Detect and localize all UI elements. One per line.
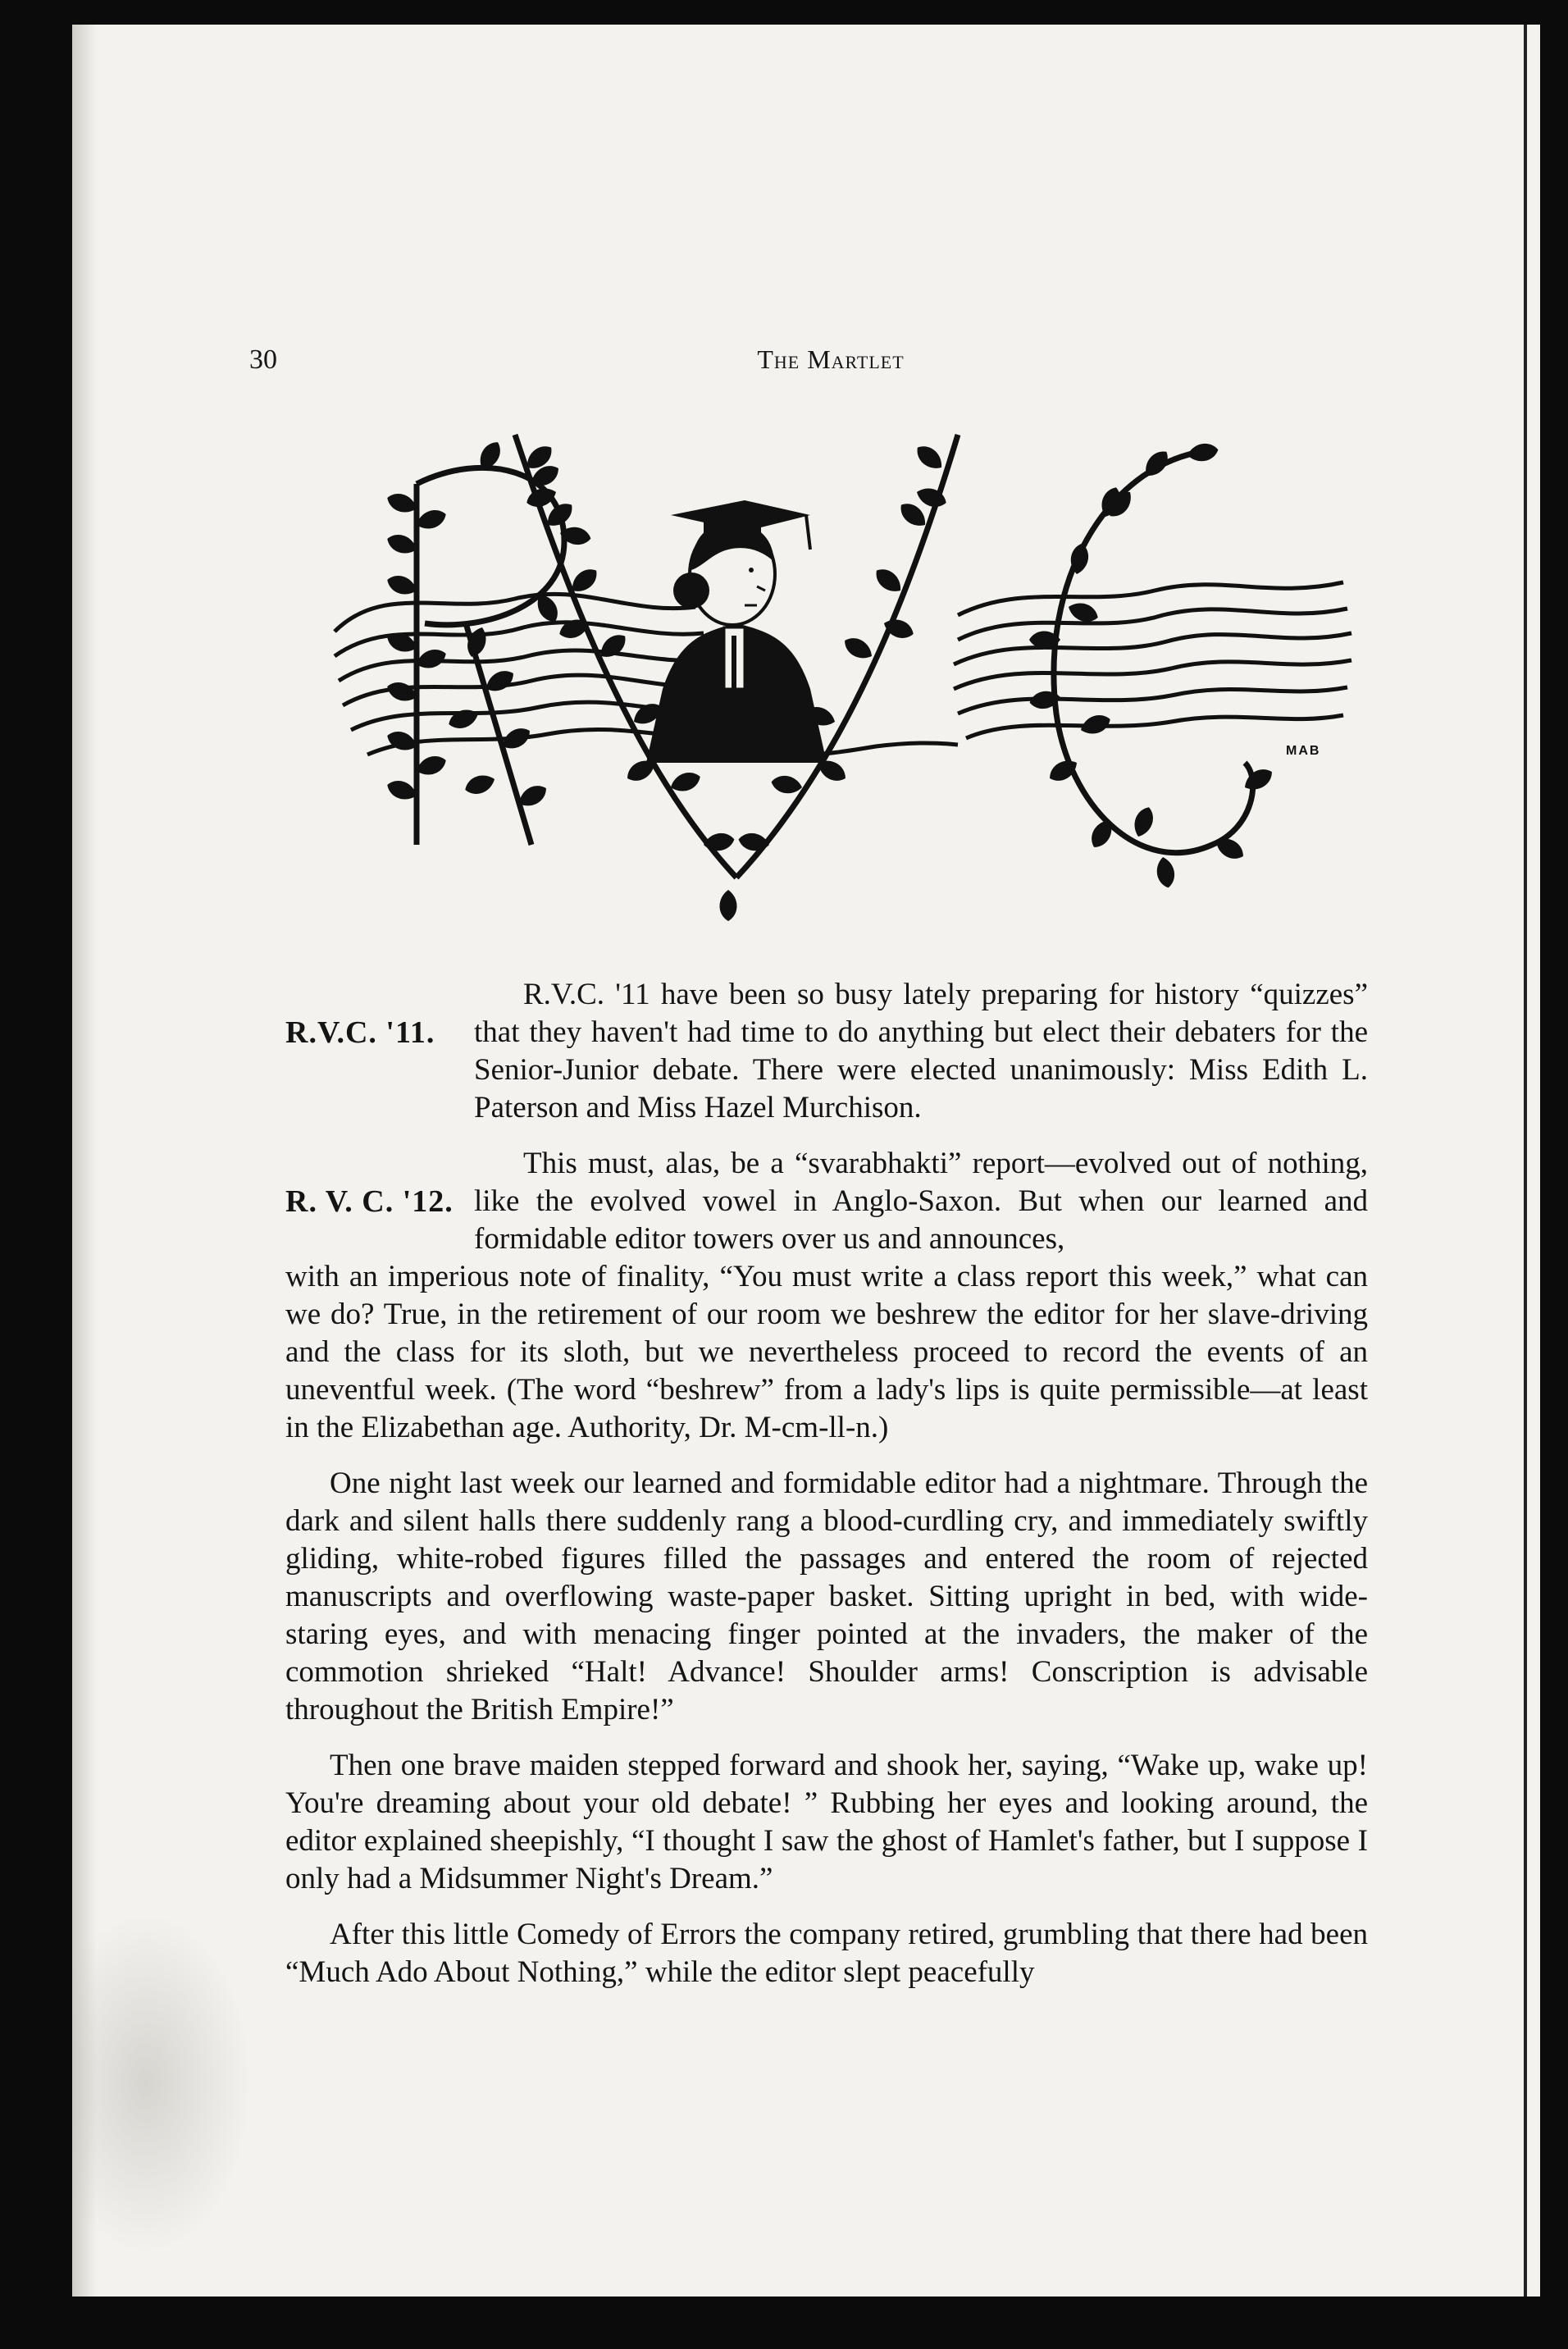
letter-c-laurel <box>1054 451 1253 853</box>
laurel-monogram-svg <box>318 418 1384 943</box>
artist-initials: MAB <box>1286 744 1321 758</box>
report-text: This must, alas, be a “svarabhakti” report—evolved out of nothing, like the evolved vowel in Anglo-Saxon. But when our learned and formidable editor towers over us and announces, <box>474 1147 1368 1256</box>
report-label: R. V. C. '12. <box>285 1184 454 1219</box>
running-head <box>72 320 1540 375</box>
paragraph: One night last week our learned and formidable editor had a nightmare. Through the dark and silent halls there suddenly rang a blood-curdling cry, and immediately swiftly gliding, white-robed figures filled the passages and entered the room of rejected manuscripts and overflowing waste-paper basket. Sitting upright in bed, with wide-staring eyes, and with menacing finger pointed at the invaders, the maker of the commotion shrieked “Halt! Advance! Shoulder arms! Conscription is advisable throughout the British Empire!” <box>285 1466 1368 1726</box>
graduate-portrait <box>646 500 827 763</box>
report-text-continued: with an imperious note of finality, “You must write a class report this week,” what can we do? True, in the retirement of our room we beshrew the editor for her slave-driving and the class for its sloth, but we nevertheless proceed to record the events of an uneventful week. (The word “beshrew” from a lady's lips is quite permissible—at least in the Elizabethan age. Authority, Dr. M-cm-ll-n.) <box>285 1260 1368 1444</box>
page-number: 30 <box>249 344 277 375</box>
report-text: R.V.C. '11 have been so busy lately preparing for history “quizzes” that they haven't had time to do anything but elect their debaters for the Senior-Junior debate. There were elected unanimously: Miss Edith L. Paterson and Miss Hazel Murchison. <box>474 978 1368 1124</box>
paper-stain <box>72 1911 253 2255</box>
report-rvc-12 <box>285 1145 1368 1447</box>
report-label: R.V.C. '11. <box>285 1015 435 1050</box>
running-title: The Martlet <box>757 344 905 374</box>
report-rvc-11 <box>285 976 1368 1127</box>
rvc-monogram-illustration <box>318 418 1384 943</box>
paragraph: Then one brave maiden stepped forward and shook her, saying, “Wake up, wake up! You're dreaming about your old debate! ” Rubbing her eyes and looking around, the editor explained sheepishly, “I thought I saw the ghost of Hamlet's father, but I suppose I only had a Midsummer Night's Dream.” <box>285 1749 1368 1895</box>
paragraph: After this little Comedy of Errors the company retired, grumbling that there had been “Much Ado About Nothing,” while the editor slept peacefully <box>285 1918 1368 1989</box>
book-page <box>72 25 1540 2297</box>
article-body <box>285 976 1368 2009</box>
